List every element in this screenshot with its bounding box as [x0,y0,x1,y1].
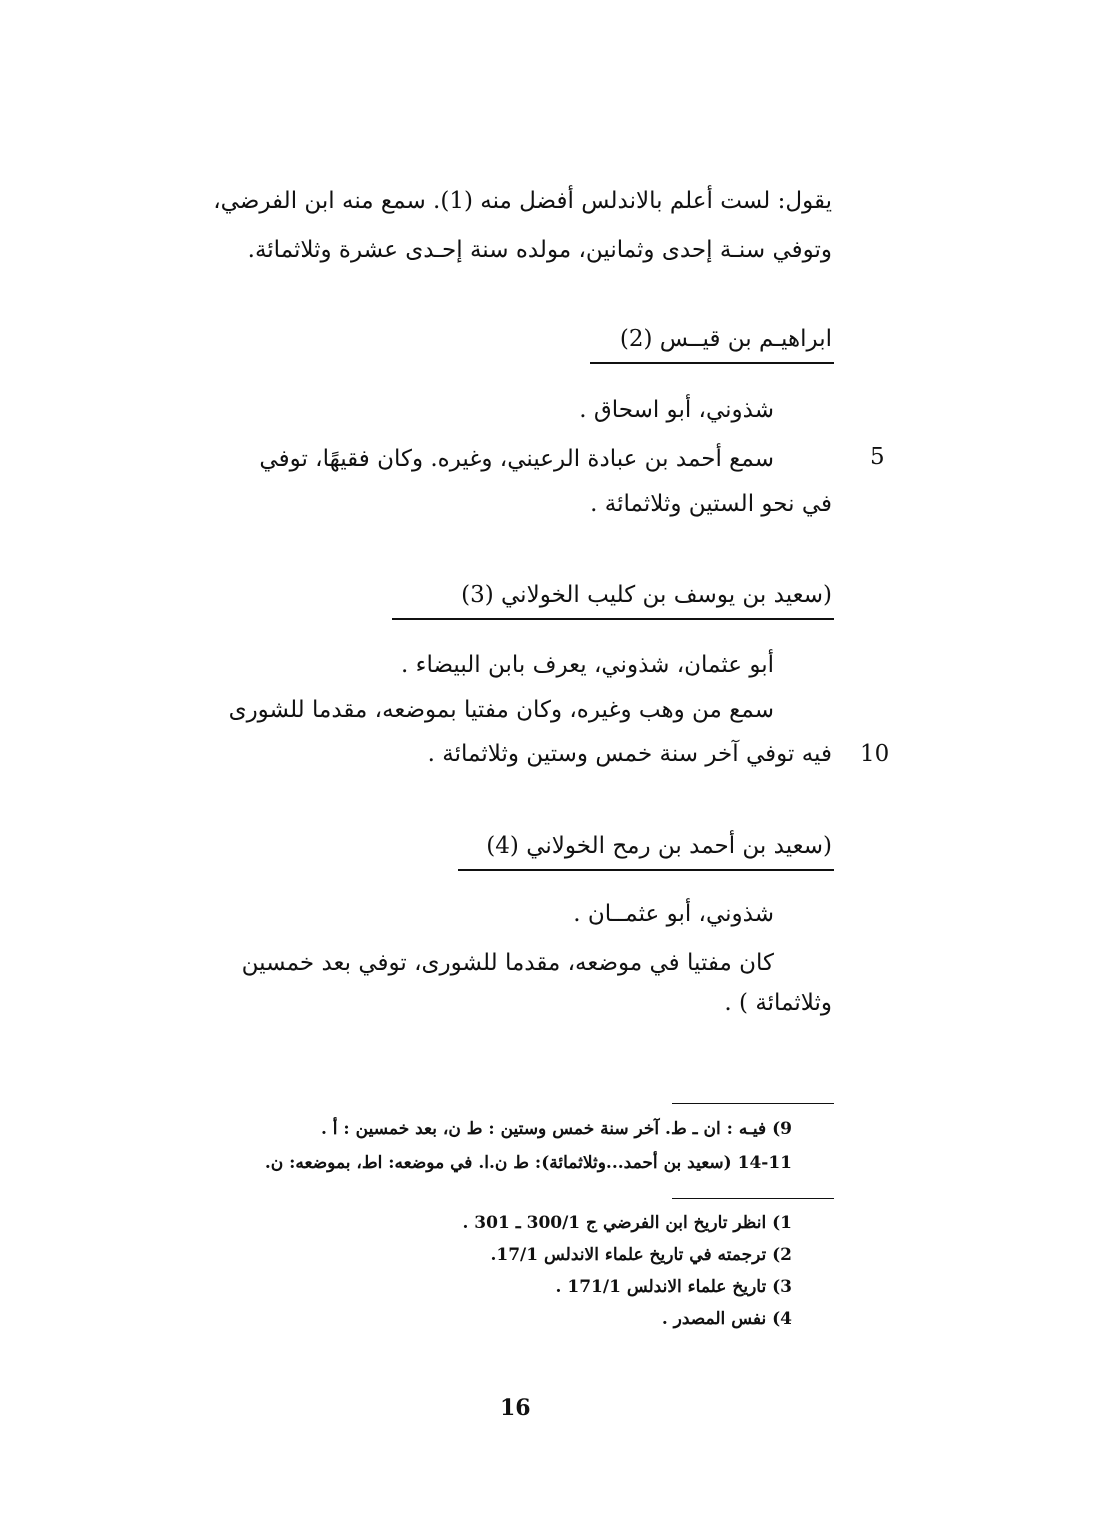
footnote-2: 2) ترجمته في تاريخ علماء الاندلس 17/1. [490,1245,792,1265]
entry-3-line-3: فيه توفي آخر سنة خمس وستين وثلاثمائة . [427,741,832,767]
entry-2-line-1: شذوني، أبو اسحاق . [579,397,774,423]
footnote-1: 1) انظر تاريخ ابن الفرضي ج 300/1 ـ 301 . [462,1213,792,1233]
intro-line-2: وتوفي سنـة إحدى وثمانين، مولده سنة إحـدى عشرة وثلاثمائة. [247,237,832,263]
entry-3-line-2: سمع من وهب وغيره، وكان مفتيا بموضعه، مقدما للشورى [228,697,774,723]
entry-2-line-3: في نحو الستين وثلاثمائة . [590,491,832,517]
entry-4-line-2: كان مفتيا في موضعه، مقدما للشورى، توفي بعد خمسين [241,950,774,976]
entry-4-line-3: وثلاثمائة ) . [724,990,832,1016]
intro-line-1: يقول: لست أعلم بالاندلس أفضل منه (1). سمع منه ابن الفرضي، [213,188,832,214]
entry-2-line-2: سمع أحمد بن عبادة الرعيني، وغيره. وكان فقيهًا، توفي [259,446,774,472]
page-number: 16 [500,1395,531,1421]
line-number-10: 10 [860,741,890,767]
entry-4-rule [458,869,834,871]
entry-3-line-1: أبو عثمان، شذوني، يعرف بابن البيضاء . [401,652,774,678]
footnotes-rule [672,1198,834,1199]
entry-2-rule [590,362,834,364]
variant-line-1: 9) فيـه : ان ـ ط. آخر سنة خمس وستين : ط ن، بعد خمسين : أ . [320,1119,792,1139]
footnote-4: 4) نفس المصدر . [661,1309,792,1329]
footnote-3: 3) تاريخ علماء الاندلس 171/1 . [555,1277,792,1297]
entry-2-heading: ابراهيـم بن قيــس (2) [619,326,832,352]
entry-4-heading: (سعيد بن أحمد بن رمح الخولاني (4) [486,833,832,859]
entry-3-rule [392,618,834,620]
line-number-5: 5 [870,444,885,470]
entry-3-heading: (سعيد بن يوسف بن كليب الخولاني (3) [461,582,832,608]
variants-rule [672,1103,834,1104]
entry-4-line-1: شذوني، أبو عثمــان . [573,901,774,927]
variant-line-2: 14-11 (سعيد بن أحمد...وثلاثمائة): ط ن.ا. في موضعه: اط، بموضعه: ن. [264,1153,792,1173]
